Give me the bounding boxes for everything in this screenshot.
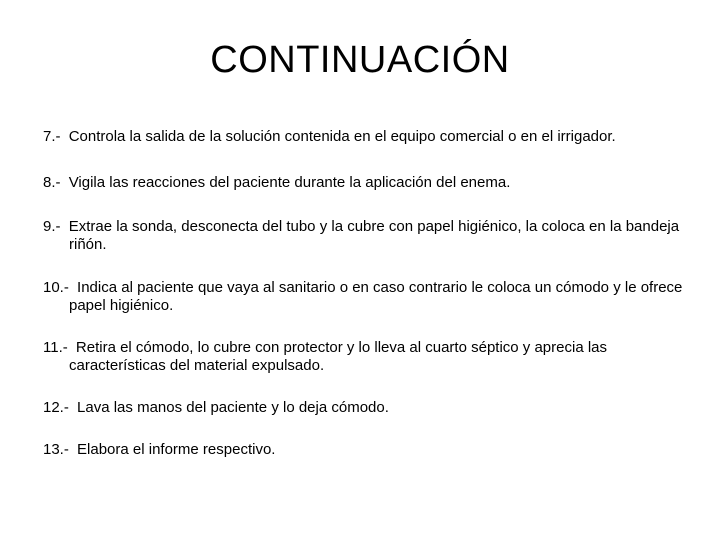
step-number: 10.-	[43, 279, 69, 296]
step-text: Vigila las reacciones del paciente durante la aplicación del enema.	[68, 174, 511, 191]
procedure-step	[43, 441, 683, 459]
step-number: 7.-	[43, 128, 61, 145]
step-text: Indica al paciente que vaya al sanitario o en caso contrario le coloca un cómodo y le ofrece papel higiénico.	[69, 279, 683, 314]
step-text: Controla la salida de la solución contenida en el equipo comercial o en el irrigador.	[68, 128, 616, 145]
step-text: Elabora el informe respectivo.	[77, 441, 276, 458]
step-text: Extrae la sonda, desconecta del tubo y la cubre con papel higiénico, la coloca en la bandeja riñón.	[68, 218, 680, 253]
procedure-step	[43, 218, 683, 254]
slide-title: CONTINUACIÓN	[210, 39, 510, 81]
step-text: Lava las manos del paciente y lo deja cómodo.	[77, 399, 389, 416]
procedure-step	[43, 339, 683, 375]
step-number: 8.-	[43, 174, 61, 191]
procedure-step	[43, 399, 683, 417]
step-number: 13.-	[43, 441, 69, 458]
step-number: 9.-	[43, 218, 61, 235]
procedure-step	[43, 279, 683, 315]
step-number: 11.-	[43, 339, 68, 356]
procedure-step	[43, 174, 683, 192]
step-number: 12.-	[43, 399, 69, 416]
step-text: Retira el cómodo, lo cubre con protector y lo lleva al cuarto séptico y aprecia las características del material expulsado.	[69, 339, 607, 374]
procedure-step	[43, 128, 683, 146]
